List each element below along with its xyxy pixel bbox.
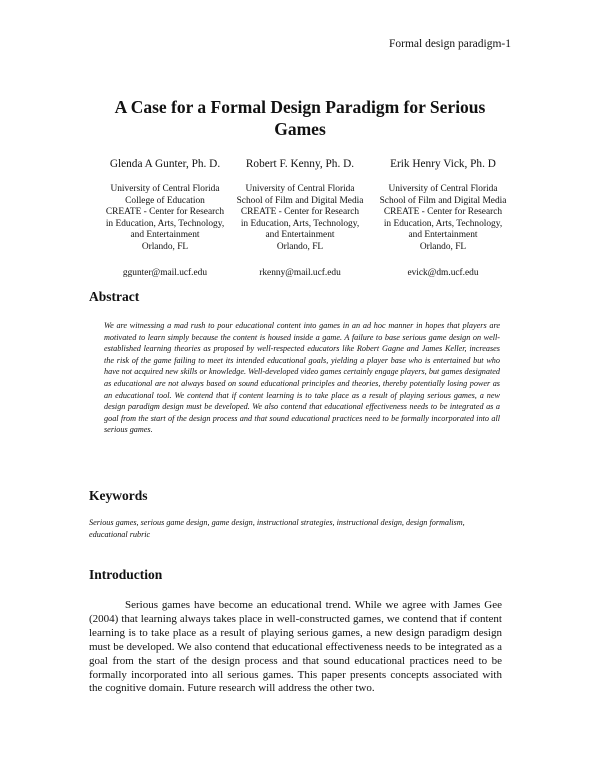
affiliation-line: University of Central Florida xyxy=(388,184,498,194)
author-block xyxy=(225,158,375,278)
affiliation-line: Orlando, FL xyxy=(419,241,467,252)
keywords-text: Serious games, serious game design, game design, instructional strategies, instructional design, design formalism, educational rubric xyxy=(89,518,465,539)
affiliation-line: CREATE - Center for Research xyxy=(383,207,503,218)
affiliation-line: School of Film and Digital Media xyxy=(379,195,507,206)
running-head: Formal design paradigm-1 xyxy=(388,38,511,50)
affiliation-line: University of Central Florida xyxy=(110,184,220,194)
author-affiliation xyxy=(225,184,375,254)
affiliation-line: University of Central Florida xyxy=(245,184,355,194)
author-affiliation xyxy=(90,184,240,254)
affiliation-line: Orlando, FL xyxy=(141,241,189,252)
author-email: evick@dm.ucf.edu xyxy=(407,267,479,278)
affiliation-line: and Entertainment xyxy=(265,230,335,241)
author-email: ggunter@mail.ucf.edu xyxy=(122,267,208,278)
affiliation-line: in Education, Arts, Technology, xyxy=(383,218,503,229)
affiliation-line: CREATE - Center for Research xyxy=(240,207,360,218)
introduction-text: Serious games have become an educational trend. While we agree with James Gee (2004) that learning always takes place in well-constructed games, we contend that if content learning is to take place as a result of playing serious games, a new design paradigm design must be developed. We also contend that educational effectiveness needs to be integrated as a goal from the start of the design process and that sound educational practices need to be formally incorporated into all serious games. This paper presents concepts associated with the cognitive domain. Future research will address the other two. xyxy=(89,599,502,695)
affiliation-line: School of Film and Digital Media xyxy=(236,195,364,206)
affiliation-line: and Entertainment xyxy=(130,230,200,241)
abstract-heading: Abstract xyxy=(89,289,140,304)
affiliation-line: CREATE - Center for Research xyxy=(105,207,225,218)
affiliation-line: in Education, Arts, Technology, xyxy=(105,218,225,229)
affiliation-line: and Entertainment xyxy=(408,230,478,241)
affiliation-line: College of Education xyxy=(125,195,205,206)
keywords-heading: Keywords xyxy=(89,488,148,503)
abstract-text: We are witnessing a mad rush to pour educational content into games in an ad hoc manner in hopes that players are motivated to learn simply because the content is housed inside a game. A failure to base serious game design on well-established learning theories as proposed by well-respected educators like Robert Gagne and James Keller, increases the risk of the game failing to meet its intended educational goals, yielding a player base who is entertained but who have not acquired new skills or knowledge. Well-developed video games certainly engage players, but games designated as educational are not always based on sound educational principles and theories, thereby potentially losing power as an educational tool. We contend that if content learning is to take place as a result of playing serious games, a new design paradigm design must be developed. We also contend that educational effectiveness needs to be integrated as a goal from the start of the design process and that sound educational practices need to be formally incorporated into all serious games. xyxy=(104,321,500,435)
author-name: Robert F. Kenny, Ph. D. xyxy=(245,158,355,170)
author-email: rkenny@mail.ucf.edu xyxy=(259,267,341,278)
author-block xyxy=(90,158,240,278)
author-name: Glenda A Gunter, Ph. D. xyxy=(109,158,221,170)
author-affiliation xyxy=(368,184,518,254)
introduction-heading: Introduction xyxy=(89,567,163,582)
affiliation-line: in Education, Arts, Technology, xyxy=(240,218,360,229)
author-name: Erik Henry Vick, Ph. D xyxy=(390,158,496,170)
author-block xyxy=(368,158,518,278)
affiliation-line: Orlando, FL xyxy=(276,241,324,252)
paper-title: A Case for a Formal Design Paradigm for Serious Games xyxy=(114,97,486,139)
